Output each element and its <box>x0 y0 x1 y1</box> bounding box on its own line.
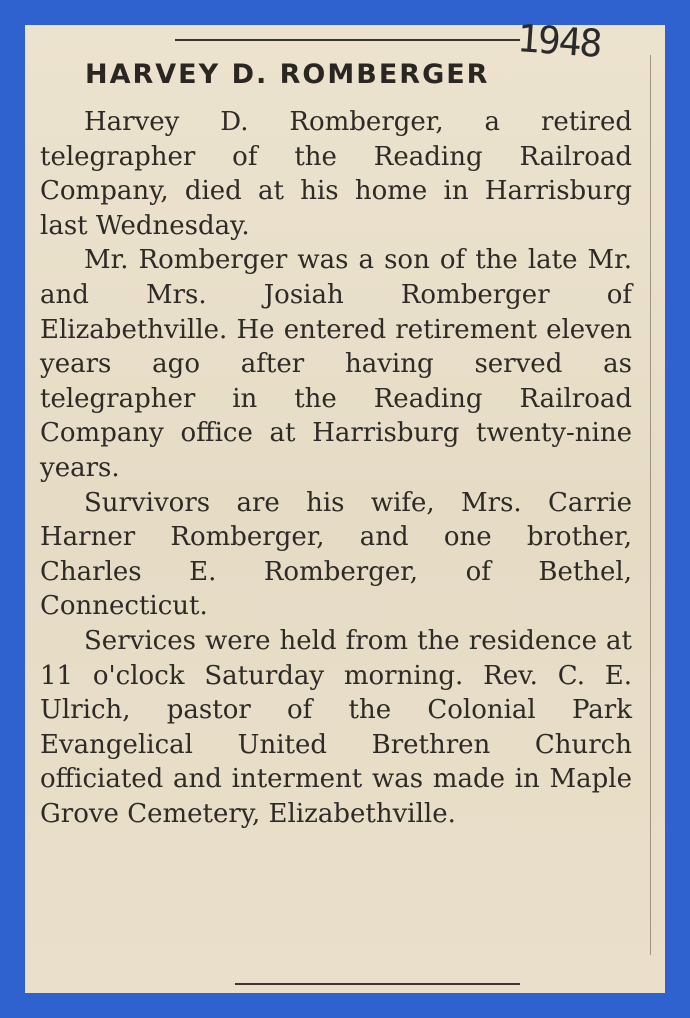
paragraph-services: Services were held from the residence at 11 o'clock Saturday morning. Rev. C. E. Ulrich, pastor of the Colonial Park Evangelical United Brethren Church officiated and interment was made in Maple Grove Cemetery, Elizabethville. <box>40 625 632 829</box>
paragraph-biography: Mr. Romberger was a son of the late Mr. and Mrs. Josiah Romberger of Elizabethville. He entered retirement eleven years ago after having served as telegrapher in the Reading Railroad Company office at Harrisburg twenty-nine years. <box>40 245 632 483</box>
bottom-rule <box>235 983 520 985</box>
handwritten-year: 1948 <box>515 16 602 66</box>
newspaper-clipping <box>25 16 665 993</box>
clipping-edge <box>650 55 651 955</box>
paragraph-survivors: Survivors are his wife, Mrs. Carrie Harner Romberger, and one brother, Charles E. Romberger, of Bethel, Connecticut. <box>40 487 632 622</box>
top-rule <box>175 39 520 41</box>
paragraph-death-notice: Harvey D. Romberger, a retired telegrapher of the Reading Railroad Company, died at his home in Harrisburg last Wednesday. <box>40 107 632 241</box>
headline: HARVEY D. ROMBERGER <box>85 59 490 90</box>
article-body <box>40 105 632 831</box>
